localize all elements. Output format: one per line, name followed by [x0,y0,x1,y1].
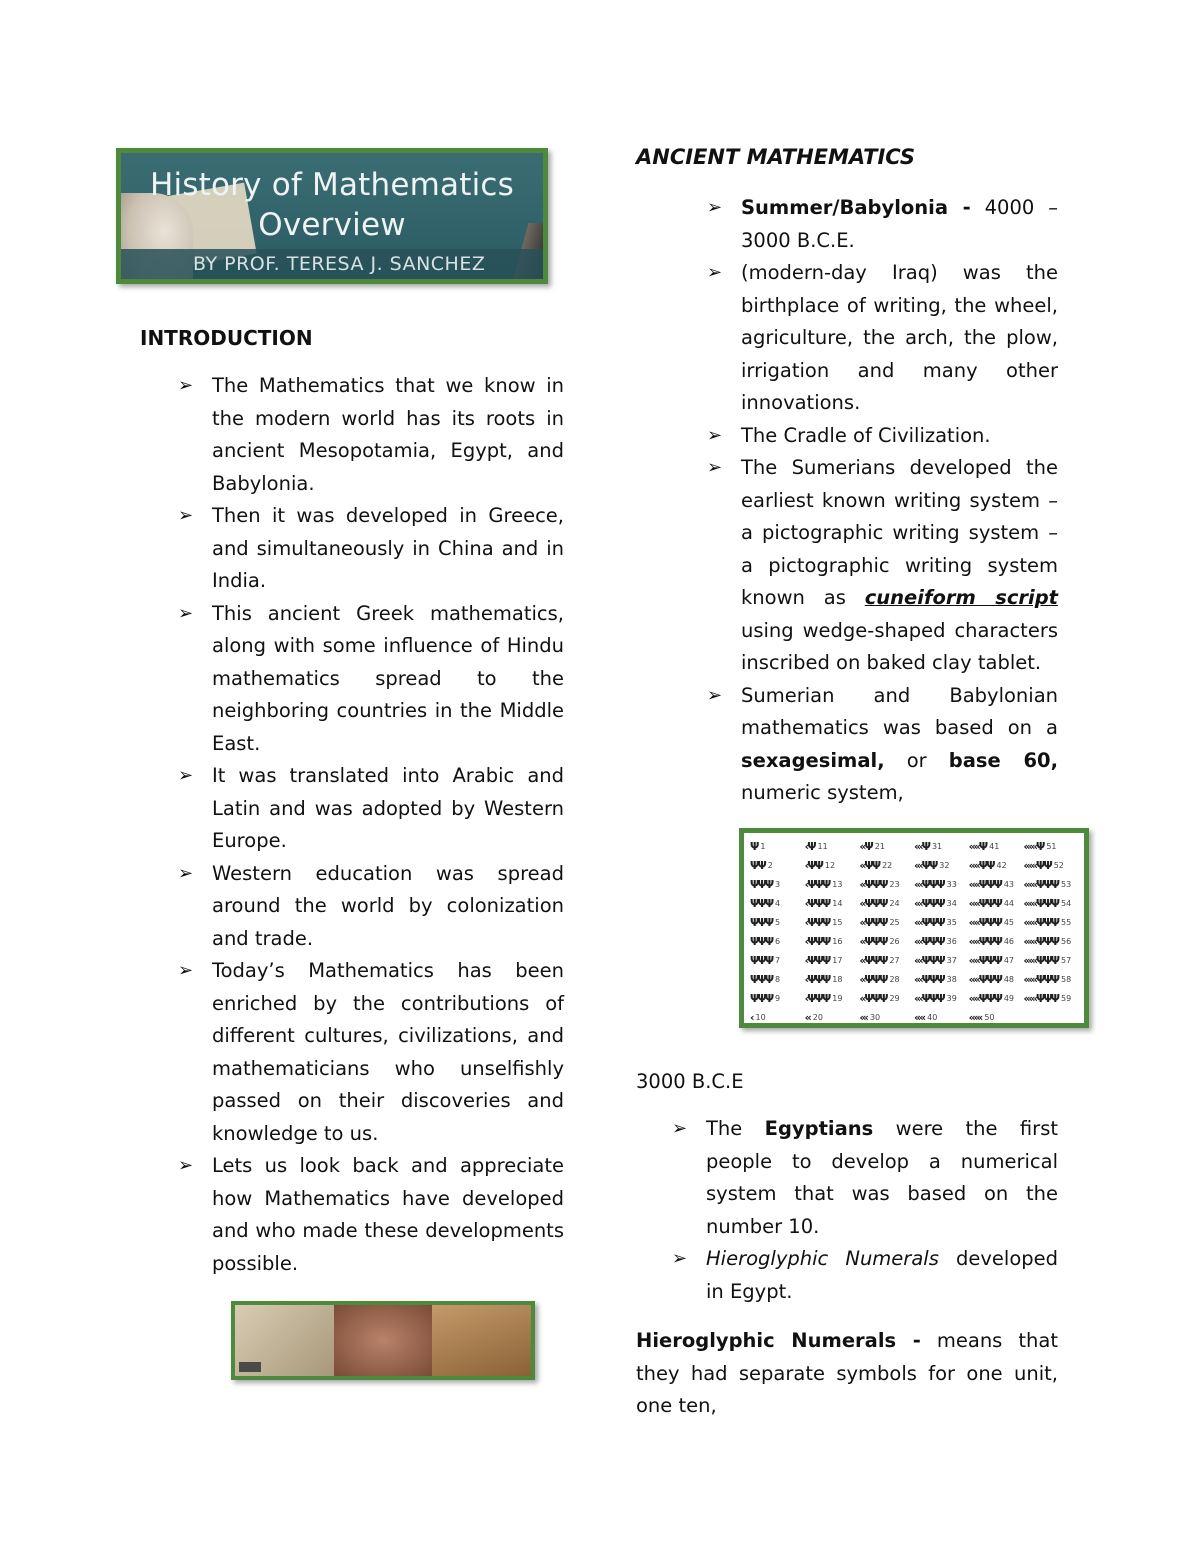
list-item: ➢ Lets us look back and appreciate how Mathematics have developed and who made these developments possible. [212,1150,564,1280]
cuneiform-cell [750,837,805,856]
list-item: ➢ It was translated into Arabic and Latin and was adopted by Western Europe. [212,760,564,858]
cuneiform-cell [969,932,1024,951]
cuneiform-number: 7 [775,956,781,965]
arrow-bullet-icon: ➢ [178,1155,194,1176]
cuneiform-number: 19 [832,994,843,1003]
cuneiform-cell [859,837,914,856]
cuneiform-glyph: ‹‹‹‹ [914,1011,925,1024]
cuneiform-number: 33 [946,880,957,889]
cuneiform-glyph: ‹ΨΨΨ [804,954,830,967]
cuneiform-glyph: ΨΨ [750,859,765,872]
cuneiform-number: 48 [1003,975,1015,984]
cuneiform-glyph: ‹‹‹ [859,1011,867,1024]
cuneiform-glyph: ‹‹Ψ [859,840,872,853]
list-item: ➢ (modern-day Iraq) was the birthplace of writing, the wheel, agriculture, the arch, the plow, irrigation and many other innovations. [741,257,1058,420]
cuneiform-glyph: ΨΨΨ [750,973,773,986]
cuneiform-number: 17 [832,956,843,965]
tablet-image-3 [432,1305,531,1376]
cuneiform-glyph: ‹‹‹‹Ψ [968,840,987,853]
cuneiform-number: 13 [832,880,843,889]
cuneiform-cell [969,875,1024,894]
banner-title-line1: History of Mathematics [149,167,515,203]
cuneiform-number: 6 [775,937,781,946]
cuneiform-number: 24 [889,899,900,908]
cuneiform-glyph: ‹‹‹‹ΨΨΨ [968,954,1001,967]
cuneiform-glyph: ‹‹‹‹ΨΨΨ [968,992,1001,1005]
cuneiform-glyph: ‹‹‹‹‹ΨΨΨ [1023,916,1059,929]
cuneiform-number: 31 [931,842,943,851]
list-item: ➢ Hieroglyphic Numerals developed in Egypt. [706,1243,1058,1308]
cuneiform-cell [969,856,1024,875]
cuneiform-glyph: ‹‹ΨΨΨ [859,916,887,929]
cuneiform-cell [750,951,805,970]
cuneiform-glyph: ‹‹‹‹‹ΨΨΨ [1023,954,1059,967]
cuneiform-glyph: ΨΨΨ [750,897,773,910]
cuneiform-number: 2 [767,861,773,870]
cuneiform-cell [750,1008,805,1027]
cuneiform-cell [859,875,914,894]
cuneiform-glyph: ΨΨΨ [750,916,773,929]
cuneiform-cell [1023,1008,1078,1027]
cuneiform-number: 12 [824,861,836,870]
cuneiform-number: 49 [1003,994,1015,1003]
cuneiform-cell [969,894,1024,913]
cuneiform-cell [859,951,914,970]
cuneiform-number: 18 [832,975,843,984]
cuneiform-number: 50 [984,1013,995,1022]
cuneiform-cell [969,837,1024,856]
cuneiform-number: 25 [889,918,900,927]
cuneiform-glyph: ‹‹ΨΨΨ [859,973,887,986]
arrow-bullet-icon: ➢ [178,602,194,624]
cuneiform-number: 42 [996,861,1007,870]
cuneiform-glyph: ‹ΨΨΨ [804,897,830,910]
cuneiform-glyph: ‹‹ΨΨΨ [859,935,887,948]
date-3000-bce: 3000 B.C.E [636,1070,744,1093]
cuneiform-number: 44 [1003,899,1015,908]
cuneiform-number: 53 [1061,880,1072,889]
list-item: ➢ The Egyptians were the first people to develop a numerical system that was based on the number 10. [706,1113,1058,1243]
cuneiform-glyph: ‹‹‹‹ΨΨΨ [968,935,1001,948]
list-item: ➢ This ancient Greek mathematics, along with some influence of Hindu mathematics spread to the neighboring countries in the Middle East. [212,598,564,761]
cuneiform-glyph: ‹‹‹ΨΨΨ [914,897,944,910]
cuneiform-glyph: ‹‹ΨΨΨ [859,954,887,967]
cuneiform-number: 55 [1061,918,1072,927]
cuneiform-number: 38 [946,975,957,984]
cuneiform-number: 1 [760,842,766,851]
hieroglyphic-numerals-paragraph: Hieroglyphic Numerals - means that they had separate symbols for one unit, one ten, [636,1329,1058,1417]
cuneiform-cell [750,875,805,894]
arrow-bullet-icon: ➢ [707,262,723,283]
cuneiform-cell [805,875,860,894]
cuneiform-cell [1023,913,1078,932]
introduction-list [178,370,564,1280]
cuneiform-cell [859,894,914,913]
arrow-bullet-icon: ➢ [707,684,723,706]
cuneiform-glyph: ‹‹ΨΨΨ [859,897,887,910]
cuneiform-glyph: ‹ΨΨΨ [804,878,830,891]
arrow-bullet-icon: ➢ [672,1248,688,1269]
cuneiform-cell [805,856,860,875]
cuneiform-glyph: ‹ΨΨΨ [804,992,830,1005]
arrow-bullet-icon: ➢ [707,457,723,478]
cuneiform-cell [859,856,914,875]
cuneiform-number: 32 [939,861,950,870]
cuneiform-glyph: ‹‹‹‹ΨΨΨ [968,878,1001,891]
cuneiform-number: 51 [1046,842,1057,851]
cuneiform-number: 29 [889,994,900,1003]
cuneiform-number: 34 [946,899,957,908]
cuneiform-cell [1023,875,1078,894]
cuneiform-glyph: ‹ΨΨ [804,859,822,872]
arrow-bullet-icon: ➢ [178,375,194,396]
cuneiform-cell [859,913,914,932]
cuneiform-number: 14 [832,899,843,908]
cuneiform-number: 54 [1061,899,1072,908]
cuneiform-glyph: ‹‹‹ΨΨΨ [914,954,944,967]
cuneiform-cell [750,913,805,932]
cuneiform-number: 11 [817,842,828,851]
cuneiform-number: 46 [1003,937,1015,946]
cuneiform-cell [750,989,805,1008]
cuneiform-glyph: ΨΨΨ [750,935,773,948]
cuneiform-glyph: ‹‹ [804,1011,810,1024]
cuneiform-cell [914,913,969,932]
cuneiform-glyph: ‹‹‹‹‹ [968,1011,982,1024]
list-item: ➢ Sumerian and Babylonian mathematics was based on a sexagesimal, or base 60, numeric system, [741,680,1058,810]
cuneiform-glyph: ‹‹‹ΨΨΨ [914,992,944,1005]
cuneiform-glyph: ‹ [750,1011,753,1024]
cuneiform-glyph: ‹‹‹ΨΨΨ [914,916,944,929]
cuneiform-cell [859,1008,914,1027]
cuneiform-number: 58 [1061,975,1072,984]
cuneiform-cell [1023,894,1078,913]
cuneiform-cell [805,837,860,856]
cuneiform-glyph: ‹‹‹ΨΨ [914,859,937,872]
cuneiform-number: 52 [1053,861,1064,870]
cuneiform-cell [969,951,1024,970]
cuneiform-cell [859,989,914,1008]
cuneiform-glyph: ‹‹‹‹‹ΨΨΨ [1023,897,1059,910]
cuneiform-glyph: Ψ [750,840,758,853]
cuneiform-glyph: ‹‹ΨΨΨ [859,878,887,891]
cuneiform-cell [805,989,860,1008]
list-item: ➢ The Mathematics that we know in the modern world has its roots in ancient Mesopotamia, Egypt, and Babylonia. [212,370,564,500]
cuneiform-number: 45 [1003,918,1015,927]
cuneiform-cell [914,932,969,951]
cuneiform-cell [969,1008,1024,1027]
cuneiform-cell [969,989,1024,1008]
cuneiform-glyph: ‹‹‹ΨΨΨ [914,878,944,891]
cuneiform-glyph: ‹‹‹‹ΨΨΨ [968,897,1001,910]
list-item: ➢ The Cradle of Civilization. [741,420,1058,453]
cuneiform-glyph: ‹‹‹‹‹Ψ [1023,840,1044,853]
cuneiform-number: 40 [927,1013,938,1022]
cuneiform-glyph: ‹‹‹‹ΨΨ [968,859,994,872]
cuneiform-cell [1023,970,1078,989]
cuneiform-cell [914,970,969,989]
cuneiform-number: 20 [812,1013,823,1022]
arrow-bullet-icon: ➢ [178,765,194,786]
cuneiform-number: 4 [775,899,781,908]
cuneiform-number: 3 [775,880,781,889]
arrow-bullet-icon: ➢ [178,505,194,526]
cuneiform-number: 56 [1061,937,1072,946]
title-banner-image [116,148,548,284]
cuneiform-number: 5 [775,918,781,927]
cuneiform-glyph: ‹‹ΨΨΨ [859,992,887,1005]
ancient-mathematics-list [707,192,1058,810]
cuneiform-cell [914,875,969,894]
cuneiform-number: 27 [889,956,900,965]
cuneiform-glyph: ‹‹‹ΨΨΨ [914,935,944,948]
list-item: ➢ Today’s Mathematics has been enriched by the contributions of different cultures, civilizations, and mathematicians who unselfishly passed on their discoveries and knowledge to us. [212,955,564,1150]
tablet-image-2 [334,1305,433,1376]
cuneiform-number: 21 [874,842,885,851]
cuneiform-cell [859,970,914,989]
cuneiform-number: 36 [946,937,957,946]
banner-title [121,165,543,245]
cuneiform-cell [750,894,805,913]
cuneiform-cell [1023,951,1078,970]
cuneiform-number: 30 [869,1013,881,1022]
cuneiform-number: 59 [1061,994,1072,1003]
introduction-heading: INTRODUCTION [140,326,313,350]
cuneiform-glyph: ‹‹‹‹‹ΨΨΨ [1023,935,1059,948]
cuneiform-glyph: ‹‹‹Ψ [914,840,929,853]
cuneiform-cell [1023,837,1078,856]
cuneiform-number: 28 [889,975,900,984]
cuneiform-number: 35 [946,918,957,927]
cuneiform-cell [750,932,805,951]
cuneiform-glyph: ‹‹‹‹ΨΨΨ [968,916,1001,929]
cuneiform-cell [914,856,969,875]
cuneiform-glyph: ‹‹‹‹‹ΨΨΨ [1023,878,1059,891]
list-item: ➢ Then it was developed in Greece, and simultaneously in China and in India. [212,500,564,598]
cuneiform-cell [805,1008,860,1027]
cuneiform-glyph: ‹ΨΨΨ [804,916,830,929]
cuneiform-cell [805,913,860,932]
cuneiform-glyph: ΨΨΨ [750,992,773,1005]
ancient-mathematics-heading: ANCIENT MATHEMATICS [636,145,916,169]
arrow-bullet-icon: ➢ [672,1118,688,1139]
cuneiform-glyph: ‹‹‹ΨΨΨ [914,973,944,986]
cuneiform-number: 22 [882,861,893,870]
cuneiform-number: 47 [1003,956,1015,965]
list-item: ➢ Western education was spread around the world by colonization and trade. [212,858,564,956]
cuneiform-glyph: ‹‹‹‹ΨΨΨ [968,973,1001,986]
cuneiform-number: 23 [889,880,900,889]
cuneiform-glyph: ΨΨΨ [750,954,773,967]
cuneiform-glyph: ‹‹‹‹‹ΨΨΨ [1023,973,1059,986]
banner-byline: BY PROF. TERESA J. SANCHEZ [193,253,486,275]
cuneiform-glyph: ΨΨΨ [750,878,773,891]
cuneiform-number: 10 [755,1013,766,1022]
cuneiform-cell [969,913,1024,932]
cuneiform-number: 8 [775,975,781,984]
list-item: ➢ Summer/Babylonia - 4000 – 3000 B.C.E. [741,192,1058,257]
cuneiform-numerals-table-image [739,828,1089,1028]
cuneiform-glyph: ‹ΨΨΨ [804,935,830,948]
arrow-bullet-icon: ➢ [707,424,723,446]
cuneiform-cell [969,970,1024,989]
cuneiform-cell [914,989,969,1008]
cuneiform-number: 26 [889,937,900,946]
cuneiform-glyph: ‹‹‹‹‹ΨΨΨ [1023,992,1059,1005]
cuneiform-number: 57 [1061,956,1072,965]
cuneiform-cell [750,856,805,875]
arrow-bullet-icon: ➢ [178,862,194,884]
cuneiform-cell [914,951,969,970]
arrow-bullet-icon: ➢ [178,960,194,981]
cuneiform-cell [805,932,860,951]
cuneiform-number: 37 [946,956,957,965]
tablet-image-1 [235,1305,334,1376]
cuneiform-cell [859,932,914,951]
cuneiform-glyph: ‹‹‹‹‹ΨΨ [1023,859,1051,872]
clay-tablets-image [231,1301,535,1380]
cuneiform-script-link[interactable]: cuneiform script [864,586,1058,609]
cuneiform-cell [805,970,860,989]
cuneiform-cell [805,894,860,913]
banner-title-line2: Overview [258,207,406,243]
cuneiform-cell [1023,932,1078,951]
cuneiform-glyph: ‹Ψ [804,840,815,853]
arrow-bullet-icon: ➢ [707,197,723,218]
cuneiform-glyph: ‹ΨΨΨ [804,973,830,986]
cuneiform-number: 41 [989,842,1000,851]
cuneiform-cell [914,894,969,913]
cuneiform-number: 43 [1003,880,1015,889]
cuneiform-cell [1023,989,1078,1008]
cuneiform-cell [1023,856,1078,875]
egypt-list [672,1113,1059,1308]
cuneiform-number: 15 [832,918,843,927]
cuneiform-number: 39 [946,994,957,1003]
cuneiform-number: 16 [832,937,843,946]
cuneiform-cell [914,1008,969,1027]
cuneiform-glyph: ‹‹ΨΨ [859,859,880,872]
cuneiform-cell [750,970,805,989]
cuneiform-number: 9 [775,994,781,1003]
cuneiform-cell [914,837,969,856]
cuneiform-cell [805,951,860,970]
list-item: ➢ The Sumerians developed the earliest known writing system – a pictographic writing system – a pictographic writing system known as cuneiform script using wedge-shaped characters inscribed on baked clay tablet. [741,452,1058,680]
